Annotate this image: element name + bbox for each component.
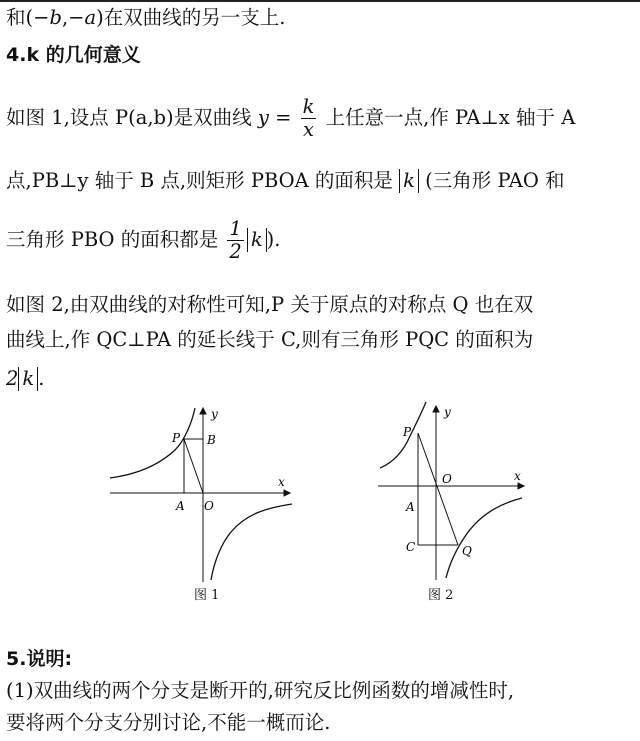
- y-axis-arrow: [200, 408, 206, 414]
- paragraph-line-7: (1)双曲线的两个分支是断开的,研究反比例函数的增减性时,: [6, 679, 515, 702]
- fraction-numerator: 1: [229, 217, 242, 240]
- abs-k: k: [18, 367, 38, 391]
- label-B: B: [207, 433, 216, 447]
- label-x: x: [278, 475, 285, 489]
- paragraph-line-3: [6, 218, 280, 263]
- fraction-numerator: k: [302, 95, 315, 118]
- section-heading-5: 5.说明:: [6, 648, 73, 670]
- label-O: O: [204, 499, 214, 513]
- math-two: 2: [6, 367, 19, 390]
- label-A: A: [406, 500, 415, 514]
- figure-1-caption: 图 1: [194, 588, 220, 603]
- text-segment: 如图 1,设点 P(a,b)是双曲线: [6, 106, 252, 129]
- paragraph-line-6: [6, 366, 44, 392]
- paragraph-line-1: [6, 96, 575, 141]
- label-P: P: [403, 425, 412, 439]
- text-segment: 上任意一点,作 PA⊥x 轴于 A: [325, 106, 576, 129]
- label-O: O: [442, 472, 452, 486]
- abs-k: k: [399, 169, 419, 193]
- x-axis-arrow: [284, 490, 290, 496]
- text-segment: (三角形 PAO 和: [425, 169, 565, 192]
- paragraph-line-5: 曲线上,作 QC⊥PA 的延长线于 C,则有三角形 PQC 的面积为: [6, 328, 534, 351]
- fraction-denominator: x: [303, 118, 315, 141]
- segment-PO: [184, 439, 203, 493]
- segment-PQ: [418, 433, 458, 545]
- y-axis-arrow: [433, 406, 439, 412]
- fraction-one-half: [227, 218, 243, 263]
- text-segment: 三角形 PBO 的面积都是: [6, 228, 219, 251]
- text-segment: )在双曲线的另一支上.: [96, 6, 286, 29]
- hyperbola-branch-lower-right: [211, 504, 292, 580]
- math-y-equals: y =: [257, 106, 292, 129]
- label-y: y: [211, 407, 218, 421]
- paragraph-line-4: 如图 2,由双曲线的对称性可知,P 关于原点的对称点 Q 也在双: [6, 293, 534, 316]
- text-segment: ,: [61, 6, 69, 29]
- section-heading-4: 4.k 的几何意义: [6, 44, 141, 66]
- text-line-1: [6, 5, 285, 31]
- top-rule: [0, 0, 640, 2]
- fraction-denominator: 2: [229, 240, 242, 263]
- paragraph-line-2: [6, 168, 565, 194]
- label-x: x: [514, 469, 521, 483]
- label-y: y: [444, 405, 451, 419]
- label-C: C: [406, 540, 416, 554]
- figure-2-hyperbola: [366, 398, 536, 588]
- x-axis-arrow: [518, 483, 524, 489]
- text-segment: 和(: [6, 6, 34, 29]
- label-A: A: [176, 499, 185, 513]
- text-segment: 点,PB⊥y 轴于 B 点,则矩形 PBOA 的面积是: [6, 169, 393, 192]
- text-segment: .: [38, 367, 45, 390]
- abs-k: k: [247, 228, 267, 252]
- hyperbola-branch-lower-right: [446, 498, 522, 578]
- label-P: P: [172, 431, 181, 445]
- text-segment: ).: [266, 228, 281, 251]
- math-neg-a: −a: [68, 6, 97, 29]
- fraction-k-over-x: [301, 96, 317, 141]
- math-neg-b: −b: [33, 6, 62, 29]
- paragraph-line-8: 要将两个分支分别讨论,不能一概而论.: [6, 711, 331, 734]
- label-Q: Q: [462, 544, 472, 558]
- figure-2-caption: 图 2: [428, 588, 454, 603]
- figure-1-hyperbola: [100, 402, 300, 592]
- hyperbola-branch-upper-left: [110, 408, 195, 478]
